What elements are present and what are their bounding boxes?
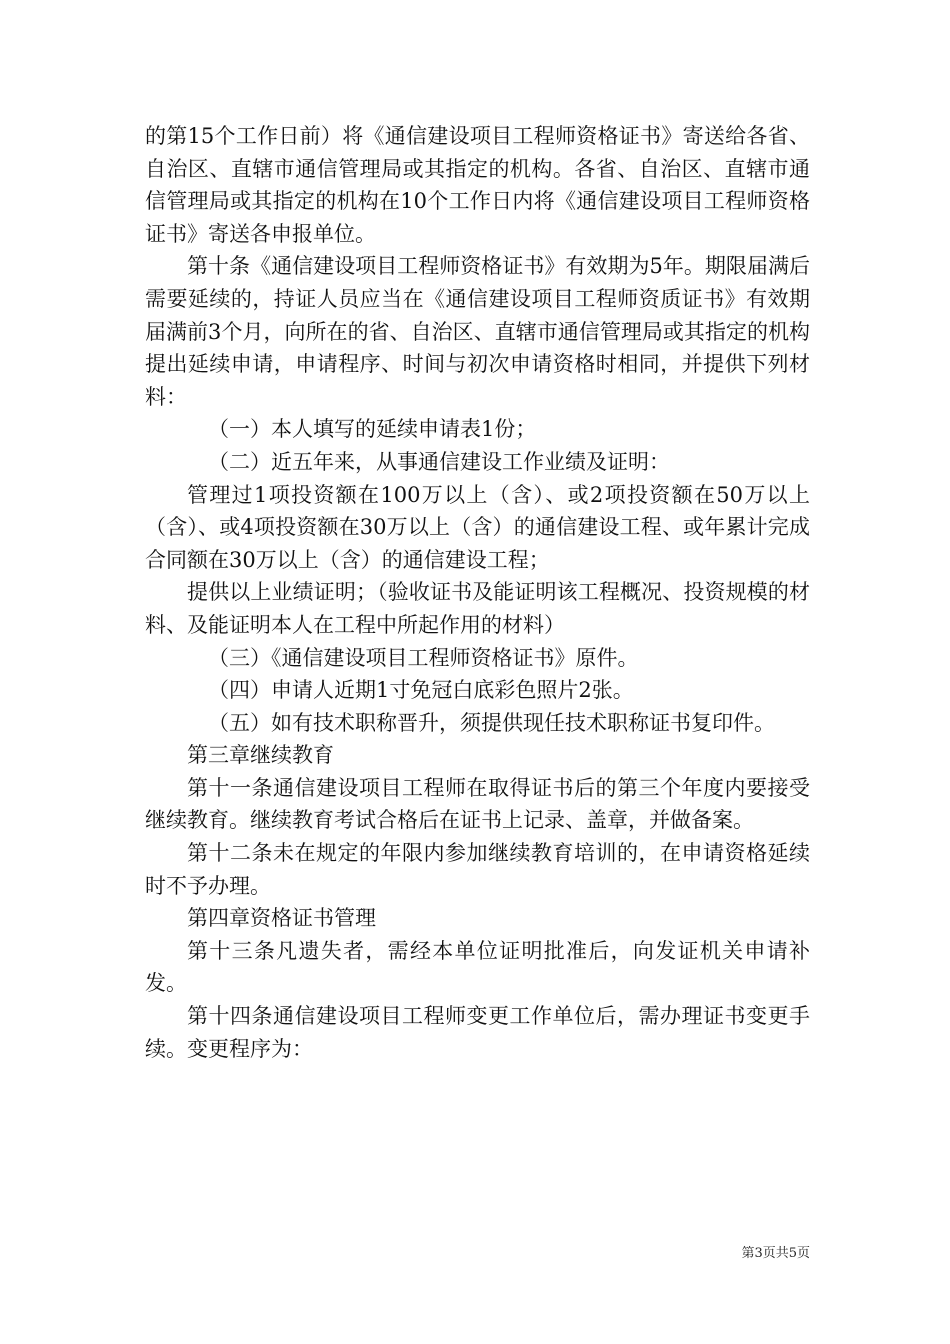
list-item-3: （三）《通信建设项目工程师资格证书》原件。 <box>208 645 639 670</box>
paragraph-article-14: 第十四条通信建设项目工程师变更工作单位后，需办理证书变更手续。变更程序为： <box>145 1004 810 1061</box>
chapter-heading-4: 第四章资格证书管理 <box>187 906 376 931</box>
paragraph-article-13: 第十三条凡遗失者，需经本单位证明批准后，向发证机关申请补发。 <box>145 938 810 996</box>
list-item-2: （二）近五年来，从事通信建设工作业绩及证明： <box>208 449 670 474</box>
list-item-1: （一）本人填写的延续申请表1份； <box>208 417 537 442</box>
paragraph-1: 的第15个工作日前）将《通信建设项目工程师资格证书》寄送给各省、自治区、直辖市通信管理局或其指定的机构。各省、自治区、直辖市通信管理局或其指定的机构在10个工作日内将《通信建设项目工程师资格证书》寄送各申报单位。 <box>145 124 810 246</box>
paragraph-proof-requirements: 提供以上业绩证明；（验收证书及能证明该工程概况、投资规模的材料、及能证明本人在工程中所起作用的材料） <box>145 580 810 637</box>
chapter-heading-3: 第三章继续教育 <box>187 743 334 768</box>
list-item-4: （四）申请人近期1寸免冠白底彩色照片2张。 <box>208 678 634 703</box>
page-number-footer: 第3页共5页 <box>741 1246 810 1261</box>
paragraph-article-10: 第十条《通信建设项目工程师资格证书》有效期为5年。期限届满后需要延续的，持证人员应当在《通信建设项目工程师资质证书》有效期届满前3个月，向所在的省、自治区、直辖市通信管理局或其指定的机构提出延续申请，申请程序、时间与初次申请资格时相同，并提供下列材料： <box>145 254 810 409</box>
list-item-5: （五）如有技术职称晋升，须提供现任技术职称证书复印件。 <box>208 710 775 735</box>
paragraph-article-12: 第十二条未在规定的年限内参加继续教育培训的，在申请资格延续时不予办理。 <box>145 841 810 898</box>
document-body <box>145 120 810 1065</box>
paragraph-management-requirements: 管理过1项投资额在100万以上（含）、或2项投资额在50万以上（含）、或4项投资额在30万以上（含）的通信建设工程、或年累计完成合同额在30万以上（含）的通信建设工程； <box>145 482 810 572</box>
paragraph-article-11: 第十一条通信建设项目工程师在取得证书后的第三个年度内要接受继续教育。继续教育考试合格后在证书上记录、盖章，并做备案。 <box>145 775 810 833</box>
